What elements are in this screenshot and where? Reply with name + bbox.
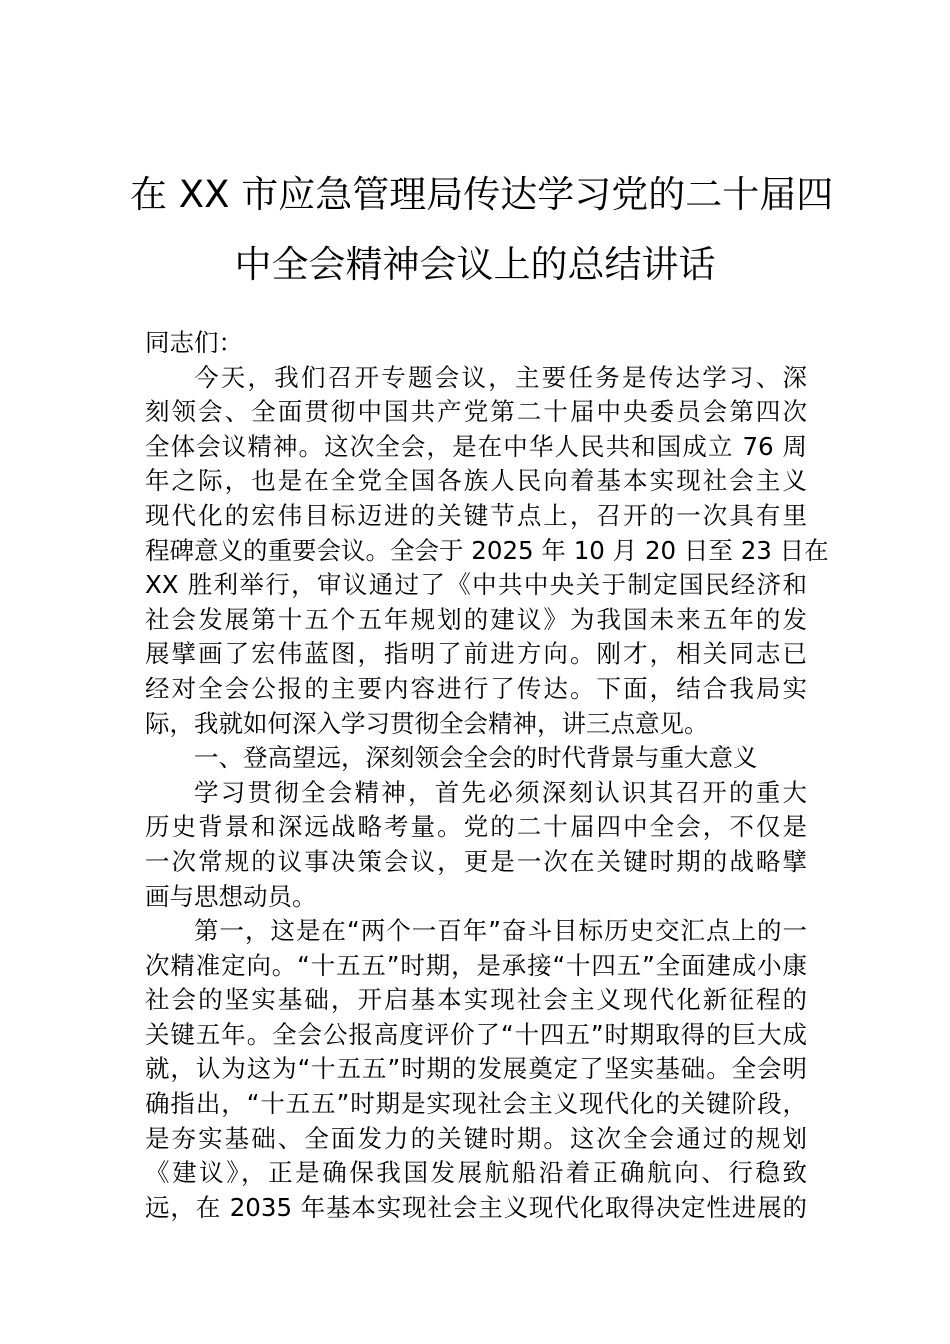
text-line: 远，在 2035 年基本实现社会主义现代化取得决定性进展的 <box>145 1192 807 1222</box>
text-line: 程碑意义的重要会议。全会于 2025 年 10 月 20 日至 23 日在 <box>145 535 829 565</box>
text-line: 关键五年。全会公报高度评价了“十四五”时期取得的巨大成 <box>145 1019 807 1049</box>
text-line: 学习贯彻全会精神，首先必须深刻认识其召开的重大 <box>194 777 807 807</box>
text-line: 今天，我们召开专题会议，主要任务是传达学习、深 <box>194 362 807 392</box>
text-line: 际，我就如何深入学习贯彻全会精神，讲三点意见。 <box>145 708 709 738</box>
text-line: 展擘画了宏伟蓝图，指明了前进方向。刚才，相关同志已 <box>145 639 807 669</box>
paragraph-section1-intro <box>145 776 807 914</box>
title-line-1: 在 XX 市应急管理局传达学习党的二十届四 <box>130 173 834 216</box>
text-line: 社会的坚实基础，开启基本实现社会主义现代化新征程的 <box>145 985 807 1015</box>
text-line: 现代化的宏伟目标迈进的关键节点上，召开的一次具有里 <box>145 500 807 530</box>
salutation: 同志们： <box>145 328 243 357</box>
text-line: 全体会议精神。这次全会，是在中华人民共和国成立 76 周 <box>145 431 807 461</box>
text-line: 《建议》，正是确保我国发展航船沿着正确航向、行稳致 <box>145 1158 807 1188</box>
paragraph-first-point <box>145 914 807 1225</box>
heading-line: 一、登高望远，深刻领会全会的时代背景与重大意义 <box>194 743 758 773</box>
text-line: 次精准定向。“十五五”时期，是承接“十四五”全面建成小康 <box>145 950 807 980</box>
text-line: 社会发展第十五个五年规划的建议》为我国未来五年的发 <box>145 604 807 634</box>
title-line-2: 中全会精神会议上的总结讲话 <box>234 243 716 286</box>
text-line: 经对全会公报的主要内容进行了传达。下面，结合我局实 <box>145 673 807 703</box>
text-line: 第一，这是在“两个一百年”奋斗目标历史交汇点上的一 <box>194 916 807 946</box>
text-line: 画与思想动员。 <box>145 881 317 911</box>
text-line: 一次常规的议事决策会议，更是一次在关键时期的战略擘 <box>145 846 807 876</box>
text-line: 历史背景和深远战略考量。党的二十届四中全会，不仅是 <box>145 812 807 842</box>
text-line: 确指出，“十五五”时期是实现社会主义现代化的关键阶段， <box>145 1089 807 1119</box>
section-heading-1 <box>145 741 807 776</box>
text-line: XX 胜利举行，审议通过了《中共中央关于制定国民经济和 <box>145 570 807 600</box>
document-body <box>145 326 829 1225</box>
paragraph-intro <box>145 361 829 742</box>
text-line: 就，认为这为“十五五”时期的发展奠定了坚实基础。全会明 <box>145 1054 807 1084</box>
document-title <box>130 160 834 300</box>
text-line: 年之际，也是在全党全国各族人民向着基本实现社会主义 <box>145 466 807 496</box>
text-line: 刻领会、全面贯彻中国共产党第二十届中央委员会第四次 <box>145 397 807 427</box>
text-line: 是夯实基础、全面发力的关键时期。这次全会通过的规划 <box>145 1123 807 1153</box>
